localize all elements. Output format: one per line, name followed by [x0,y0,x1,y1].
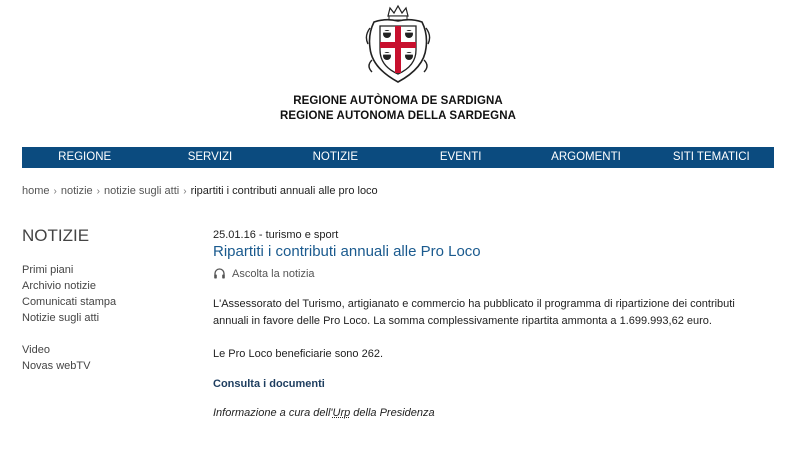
chevron-right-icon: › [183,185,187,197]
sidebar-item-comunicati-stampa[interactable]: Comunicati stampa [22,296,117,308]
nav-regione[interactable]: REGIONE [58,151,112,163]
nav-siti-tematici[interactable]: SITI TEMATICI [672,151,750,163]
breadcrumb-notizie-sugli-atti[interactable]: notizie sugli atti [104,185,180,197]
site-title [0,94,796,124]
article-paragraph: L'Assessorato del Turismo, artigianato e commercio ha pubblicato il programma di ripartizione dei contributi annuali in favore delle Pro Loco. La somma complessivamente ripartita ammonta a 1.699.993,62 euro. [213,298,735,327]
article-paragraph: Le Pro Loco beneficiarie sono 262. [213,348,384,360]
breadcrumb-home[interactable]: home [22,185,50,197]
credit-prefix: Informazione a cura dell' [213,407,333,419]
main-navigation [22,147,774,168]
sidebar-title: NOTIZIE [22,226,90,245]
sidebar-media-menu [22,342,90,374]
sardinia-coat-of-arms-icon [360,4,436,86]
site-title-italian: REGIONE AUTONOMA DELLA SARDEGNA [279,110,517,122]
chevron-right-icon: › [53,185,57,197]
article-credit [213,407,773,419]
nav-notizie[interactable]: NOTIZIE [312,151,358,163]
documents-link[interactable]: Consulta i documenti [213,378,325,390]
breadcrumb-current: ripartiti i contributi annuali alle pro loco [190,185,378,197]
listen-button[interactable] [213,267,773,280]
nav-servizi[interactable]: SERVIZI [187,151,233,163]
site-title-sardinian: REGIONE AUTÒNOMA DE SARDIGNA [293,95,503,107]
article-meta: 25.01.16 - turismo e sport [213,229,339,241]
credit-suffix: della Presidenza [350,407,435,419]
breadcrumb [22,185,378,197]
sidebar-menu [22,262,116,326]
article [213,229,773,419]
article-title[interactable]: Ripartiti i contributi annuali alle Pro Loco [213,243,481,260]
sidebar-item-novas-webtv[interactable]: Novas webTV [22,360,91,372]
sidebar-item-video[interactable]: Video [22,344,50,356]
nav-eventi[interactable]: EVENTI [439,151,482,163]
urp-abbreviation: Urp [332,407,351,419]
sidebar-item-notizie-sugli-atti[interactable]: Notizie sugli atti [22,312,100,324]
sidebar-item-archivio-notizie[interactable]: Archivio notizie [22,280,96,292]
chevron-right-icon: › [96,185,101,197]
sidebar-item-primi-piani[interactable]: Primi piani [22,264,74,276]
listen-label: Ascolta la notizia [232,267,315,280]
nav-argomenti[interactable]: ARGOMENTI [551,151,621,163]
headphones-icon [213,267,226,280]
breadcrumb-notizie[interactable]: notizie [60,185,93,197]
